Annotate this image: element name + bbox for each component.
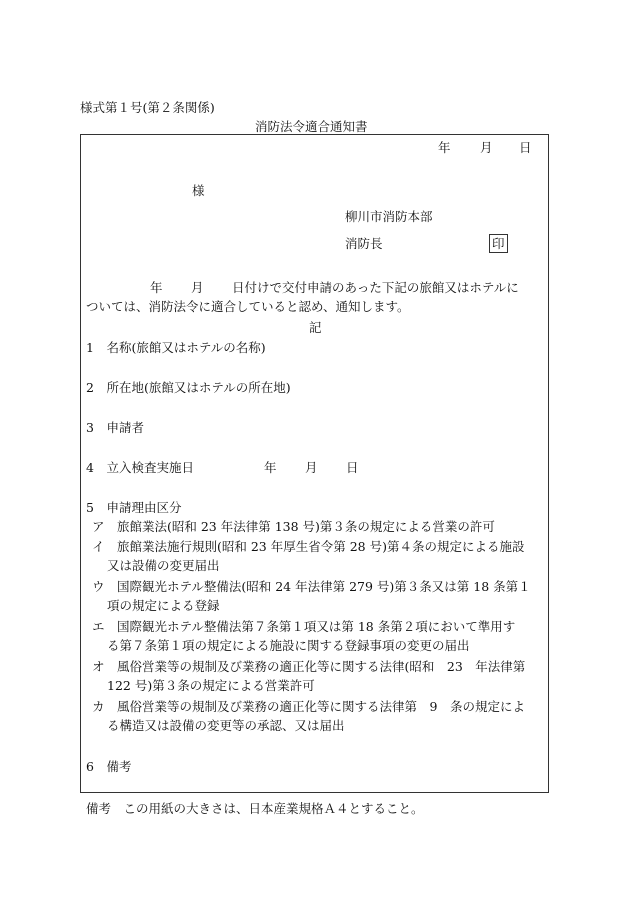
reason-line: カ 風俗営業等の規制及び業務の適正化等に関する法律第 9 条の規定によ (92, 699, 525, 714)
date-month: 月 (480, 140, 493, 155)
notice-line1: 日付けで交付申請のあった下記の旅館又はホテルに (232, 280, 519, 295)
form-number: 様式第１号(第２条関係) (80, 100, 215, 115)
reason-line-cont: 項の規定による登録 (107, 598, 220, 613)
notice-year: 年 (150, 280, 163, 295)
ki-heading: 記 (309, 320, 322, 335)
item-inspection-date: 4 立入検査実施日 (86, 460, 194, 475)
item-name: 1 名称(旅館又はホテルの名称) (86, 340, 266, 355)
notice-line2: ついては、消防法令に適合していると認め、通知します。 (86, 299, 410, 314)
item-remarks: 6 備考 (86, 759, 132, 774)
reason-line: ウ 国際観光ホテル整備法(昭和 24 年法律第 279 号)第３条又は第 18 条第１ (92, 579, 531, 594)
footnote: 備考 この用紙の大きさは、日本産業規格Ａ４とすること。 (86, 801, 424, 816)
issuer-title: 消防長 (345, 236, 383, 251)
inspection-day: 日 (346, 460, 359, 475)
reason-line: ア 旅館業法(昭和 23 年法律第 138 号)第３条の規定による営業の許可 (92, 519, 495, 534)
reason-line-cont: 122 号)第３条の規定による営業許可 (107, 678, 315, 693)
date-day: 日 (519, 140, 532, 155)
reason-line: イ 旅館業法施行規則(昭和 23 年厚生省令第 28 号)第４条の規定による施設 (92, 539, 525, 554)
notice-month: 月 (191, 280, 204, 295)
reason-line-cont: る第７条第１項の規定による施設に関する登録事項の変更の届出 (107, 638, 470, 653)
seal-mark: 印 (489, 234, 508, 253)
item-reason-heading: 5 申請理由区分 (86, 500, 182, 515)
reason-line-cont: る構造又は設備の変更等の承認、又は届出 (107, 718, 345, 733)
addressee-suffix: 様 (192, 183, 205, 198)
item-applicant: 3 申請者 (86, 420, 144, 435)
date-year: 年 (438, 140, 451, 155)
reason-line: オ 風俗営業等の規制及び業務の適正化等に関する法律(昭和 23 年法律第 (92, 659, 526, 674)
reason-line: エ 国際観光ホテル整備法第７条第１項又は第 18 条第２項において準用す (92, 619, 516, 634)
reason-line-cont: 又は設備の変更届出 (107, 558, 220, 573)
document-title: 消防法令適合通知書 (255, 119, 368, 134)
item-address: 2 所在地(旅館又はホテルの所在地) (86, 380, 291, 395)
issuer-org: 柳川市消防本部 (345, 209, 433, 224)
inspection-year: 年 (264, 460, 277, 475)
inspection-month: 月 (305, 460, 318, 475)
